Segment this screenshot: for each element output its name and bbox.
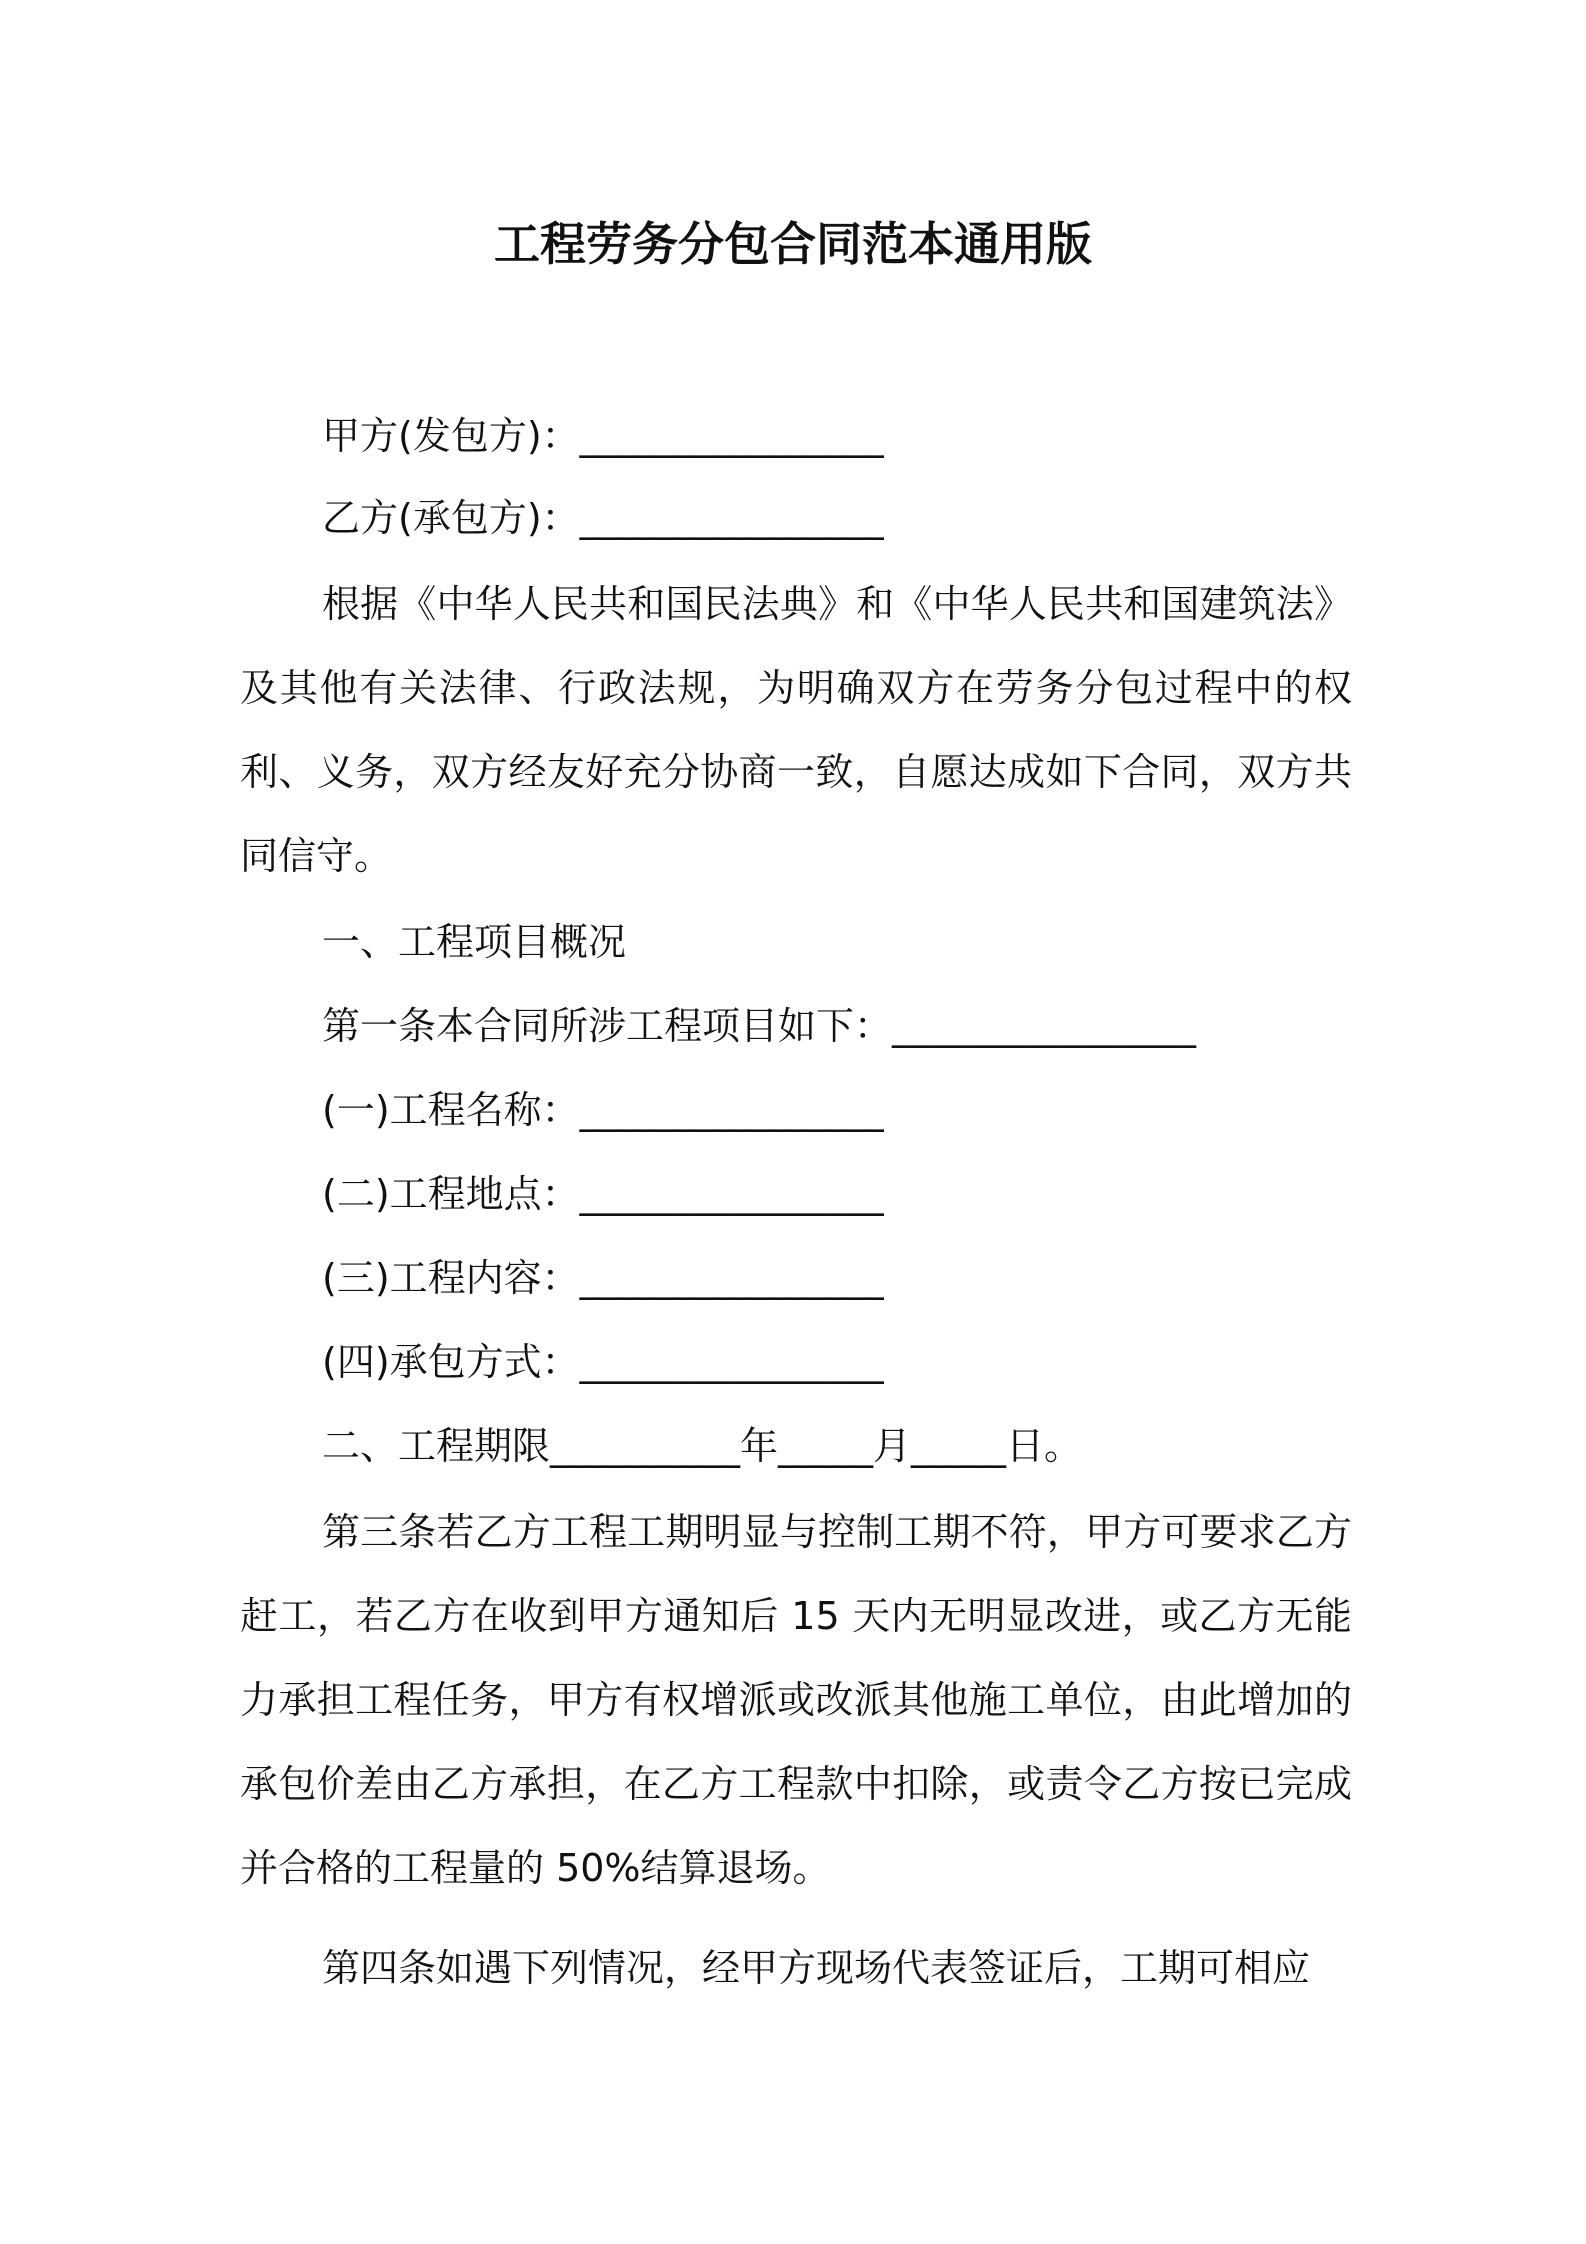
project-content-line: (三)工程内容：________________ (322, 1256, 884, 1300)
article-4-paragraph: 第四条如遇下列情况，经甲方现场代表签证后，工期可相应 (322, 1946, 1311, 1990)
party-a-line: 甲方(发包方)：________________ (322, 414, 884, 458)
document-title: 工程劳务分包合同范本通用版 (494, 217, 1092, 271)
section-2-heading: 二、工程期限__________年_____月_____日。 (322, 1424, 1083, 1468)
contract-method-line: (四)承包方式：________________ (322, 1340, 884, 1384)
party-b-line: 乙方(承包方)：________________ (322, 496, 884, 540)
preamble-paragraph: 根据《中华人民共和国民法典》和《中华人民共和国建筑法》及其他有关法律、行政法规，为明确双方在劳务分包过程中的权利、义务，双方经友好充分协商一致，自愿达成如下合同，双方共同信守。 (240, 582, 1352, 878)
article-1-line: 第一条本合同所涉工程项目如下：________________ (322, 1004, 1197, 1048)
project-name-line: (一)工程名称：________________ (322, 1088, 884, 1132)
article-3-paragraph: 第三条若乙方工程工期明显与控制工期不符，甲方可要求乙方赶工，若乙方在收到甲方通知后 15 天内无明显改进，或乙方无能力承担工程任务，甲方有权增派或改派其他施工单位，由此增加的承包价差由乙方承担，在乙方工程款中扣除，或责令乙方按已完成并合格的工程量的 50%结算退场。 (240, 1510, 1352, 1890)
section-1-heading: 一、工程项目概况 (322, 920, 627, 964)
project-location-line: (二)工程地点：________________ (322, 1172, 884, 1216)
